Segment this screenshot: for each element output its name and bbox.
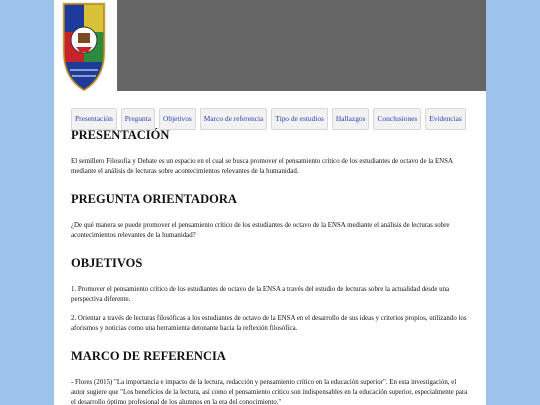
- heading-marco-de-referencia: MARCO DE REFERENCIA: [71, 349, 226, 363]
- marco-text: - Flores (2015) "La importancia e impacto de la lectura, redacción y pensamiento crítico en la educación superior". En esta investigación, el autor sugiere que "Los beneficios de la lectura, así como el pensamiento crítico son indispensables en la educación superior, especialmente para el desarrollo óptimo profesional de los alumnos en la era del conocimiento.": [71, 379, 468, 405]
- tab-tipo-de-estudios[interactable]: Tipo de estudios: [271, 108, 328, 130]
- pregunta-text: ¿De qué manera se puede promover el pensamiento crítico de los estudiantes de octavo de la ENSA mediante el análisis de lecturas sobre acontecimientos relevantes de la humanidad?: [71, 222, 450, 239]
- tab-conclusiones[interactable]: Conclusiones: [373, 108, 421, 130]
- tab-presentacion[interactable]: Presentación: [71, 108, 117, 130]
- header-banner: [117, 0, 486, 91]
- presentacion-text: El semillero Filosofía y Debate es un espacio en el cual se busca promover el pensamiento crítico de los estudiantes de octavo de la ENSA mediante el análisis de lecturas sobre acontecimientos relevantes de la humanidad.: [71, 158, 453, 175]
- tab-hallazgos[interactable]: Hallazgos: [332, 108, 370, 130]
- tab-evidencias[interactable]: Evidencias: [425, 108, 465, 130]
- tab-marco-de-referencia[interactable]: Marco de referencia: [200, 108, 268, 130]
- objetivo-item-2: 2. Orientar a través de lecturas filosóficas a los estudiantes de octavo de la ENSA en el desarrollo de sus ideas y criterios propios, utilizando los aforismos y noticias como una herramienta detonante hacia la reflexión filosófica.: [71, 315, 467, 332]
- heading-pregunta: PREGUNTA ORIENTADORA: [71, 192, 237, 206]
- header: [54, 0, 486, 91]
- heading-objetivos: OBJETIVOS: [71, 256, 143, 270]
- school-crest-icon: [60, 0, 108, 91]
- heading-presentacion: PRESENTACIÓN: [71, 128, 170, 142]
- main-content: [71, 127, 471, 405]
- objetivo-item-1: 1. Promover el pensamiento crítico de los estudiantes de octavo de la ENSA a través del estudio de lecturas sobre la actualidad desde una perspectiva diferente.: [71, 286, 450, 303]
- page: [54, 0, 486, 405]
- tab-pregunta[interactable]: Pregunta: [121, 108, 155, 130]
- tab-objetivos[interactable]: Objetivos: [159, 108, 196, 130]
